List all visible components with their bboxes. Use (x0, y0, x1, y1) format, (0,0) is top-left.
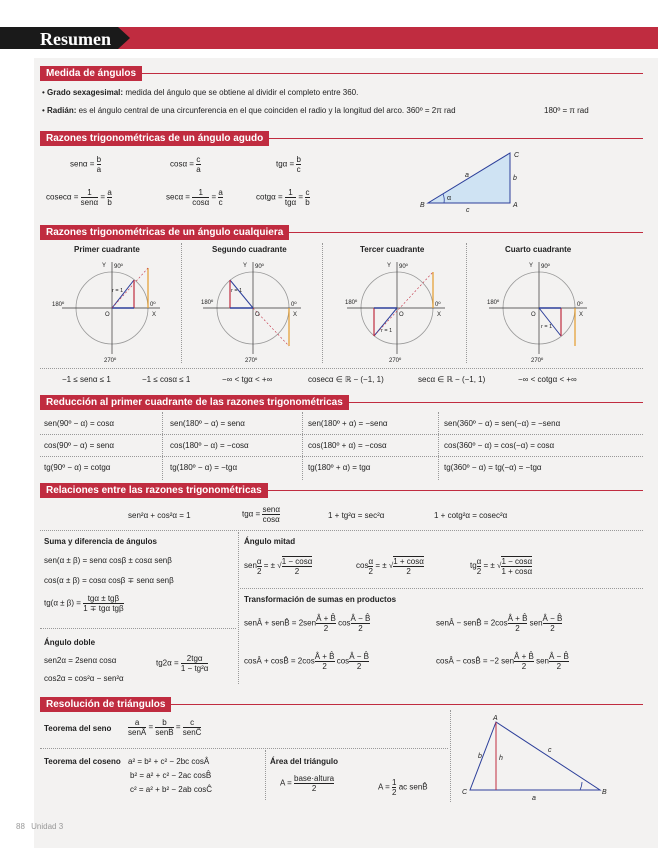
svg-text:180º: 180º (345, 300, 358, 306)
seno-title: Teorema del seno (44, 724, 112, 733)
sec-def: secα = $\frac{1}{\cos\alpha}$ = $\frac{a}{c}$ (166, 188, 223, 207)
column-divider (162, 412, 163, 480)
vertex-B-label: B (420, 202, 425, 209)
divider (40, 628, 236, 629)
unit-circle-q2 (193, 258, 313, 363)
mitad-title: Ángulo mitad (244, 537, 296, 546)
suma-sen: sen(α ± β) = senα cosβ ± cosα senβ (44, 556, 172, 565)
q4-title: Cuarto cuadrante (505, 245, 572, 254)
unit-circle-q3 (337, 258, 457, 363)
q3-title: Tercer cuadrante (360, 245, 425, 254)
suma-cos: cos(α ± β) = cosα cosβ ∓ senα senβ (44, 576, 174, 585)
svg-text:Y: Y (387, 263, 392, 269)
column-divider (450, 710, 451, 802)
transf-f4: cosÂ − cosB̂ = −2 sen $\frac{Â + B̂}{2}$ sen $\frac{Â - B̂}{2}$ (436, 652, 569, 671)
rel-cosec: 1 + cotg²α = cosec²α (434, 511, 508, 520)
red-c1-cos: cos(90º − α) = senα (44, 441, 114, 450)
sen-def: senα = $\frac{b}{a}$ (70, 155, 102, 174)
svg-text:0º: 0º (577, 302, 583, 308)
vertex-B-label: B (602, 789, 607, 796)
suma-title: Suma y diferencia de ángulos (44, 537, 157, 546)
side-a-label: a (532, 795, 536, 802)
range-sec: secα ∈ ℝ − (−1, 1) (418, 375, 486, 384)
svg-text:Y: Y (102, 263, 107, 269)
cosec-def: cosecα = $\frac{1}{\text{senα}}$ = $\frac{a}{b}$ (46, 188, 112, 207)
section-title-cualquiera: Razones trigonométricas de un ángulo cualquiera (40, 225, 289, 240)
area-formula-2: A = $\frac{1}{2}$ ac senB̂ (378, 778, 428, 797)
svg-text:0º: 0º (291, 302, 297, 308)
column-divider (438, 412, 439, 480)
radian-text: es el ángulo central de una circunferencia en el que coinciden el radio y la longitud del arco. 360º = 2π rad (78, 106, 456, 115)
svg-text:X: X (579, 312, 584, 318)
svg-text:X: X (437, 312, 442, 318)
oblique-triangle-figure (456, 712, 616, 804)
range-tg: −∞ < tgα < +∞ (222, 375, 273, 384)
divider (40, 456, 643, 457)
svg-text:270º: 270º (104, 358, 117, 363)
side-c-label: c (466, 207, 470, 214)
svg-text:Y: Y (529, 263, 534, 269)
column-divider (302, 412, 303, 480)
right-triangle-figure (410, 145, 530, 215)
tg-def: tgα = $\frac{b}{c}$ (276, 155, 301, 174)
rel-tg: tgα = $\frac{\text{senα}}{\cos\alpha}$ (242, 505, 280, 524)
divider (40, 434, 643, 435)
side-a-label: a (465, 172, 469, 179)
seno-formula: $\frac{a}{\text{senÂ}}$ = $\frac{b}{\text{senB̂}}$ = $\frac{c}{\text{senĈ}}$ (128, 718, 202, 737)
unit-circle-q1 (52, 258, 172, 363)
suma-tg: tg(α ± β) = $\frac{\text{tgα ± tgβ}}{\text{1 ∓ tgα tgβ}}$ (44, 594, 124, 613)
rel-fundamental: sen²α + cos²α = 1 (128, 511, 191, 520)
range-cotg: −∞ < cotgα < +∞ (518, 375, 577, 384)
grado-line: • Grado sexagesimal: medida del ángulo que se obtiene al dividir el completo entre 360. (42, 88, 359, 97)
svg-text:180º: 180º (487, 300, 500, 306)
red-c1-sen: sen(90º − α) = cosα (44, 419, 114, 428)
svg-text:O: O (399, 312, 404, 318)
unit-circle-q4 (479, 258, 599, 363)
section-title-reduccion: Reducción al primer cuadrante de las razones trigonométricas (40, 395, 349, 410)
cotg-def: cotgα = $\frac{1}{\text{tgα}}$ = $\frac{c}{b}$ (256, 188, 310, 207)
svg-text:X: X (152, 312, 157, 318)
red-c3-sen: sen(180º + α) = −senα (308, 419, 388, 428)
red-c4-sen: sen(360º − α) = sen(−α) = −senα (444, 419, 561, 428)
area-formula-1: A = $\frac{\text{base·altura}}{2}$ (280, 774, 335, 793)
column-divider (466, 243, 467, 363)
mitad-sen: sen $\frac{\alpha}{2}$ = ± √ $\frac{1 - \cos\alpha}{2}$ (244, 556, 313, 576)
page-title: Resumen (40, 29, 111, 49)
svg-text:r = 1: r = 1 (112, 288, 124, 294)
vertex-A-label: A (493, 715, 498, 722)
divider (240, 588, 643, 589)
transf-title: Transformación de sumas en productos (244, 595, 397, 604)
area-title: Área del triángulo (270, 757, 339, 766)
vertex-C-label: C (462, 789, 468, 796)
doble-title: Ángulo doble (44, 638, 96, 647)
svg-text:0º: 0º (435, 302, 441, 308)
coseno-2: b² = a² + c² − 2ac cosB̂ (130, 771, 212, 780)
range-sen: −1 ≤ senα ≤ 1 (62, 375, 111, 384)
svg-text:X: X (293, 312, 298, 318)
svg-text:270º: 270º (531, 358, 544, 363)
svg-text:0º: 0º (150, 302, 156, 308)
doble-sen: sen2α = 2senα cosα (44, 656, 117, 665)
svg-text:90º: 90º (541, 264, 550, 270)
page-number: 88 (16, 822, 25, 831)
mitad-cos: cos $\frac{\alpha}{2}$ = ± √ $\frac{1 + \cos\alpha}{2}$ (356, 556, 424, 576)
svg-text:O: O (531, 312, 536, 318)
column-divider (322, 243, 323, 363)
red-c4-tg: tg(360º − α) = tg(−α) = −tgα (444, 463, 542, 472)
cos-def: cosα = $\frac{c}{a}$ (170, 155, 201, 174)
red-c3-cos: cos(180º + α) = −cosα (308, 441, 387, 450)
rel-sec: 1 + tg²α = sec²α (328, 511, 385, 520)
divider (40, 748, 448, 749)
coseno-1: a² = b² + c² − 2bc cosÂ (128, 757, 210, 766)
transf-f3: cosÂ + cosB̂ = 2cos $\frac{Â + B̂}{2}$ cos $\frac{Â - B̂}{2}$ (244, 652, 369, 671)
divider (40, 530, 643, 531)
red-c2-tg: tg(180º − α) = −tgα (170, 463, 238, 472)
coseno-title: Teorema del coseno (44, 757, 121, 766)
svg-text:r = 1: r = 1 (541, 324, 553, 330)
svg-text:270º: 270º (245, 358, 258, 363)
q2-title: Segundo cuadrante (212, 245, 287, 254)
svg-text:Y: Y (243, 263, 248, 269)
section-title-agudo: Razones trigonométricas de un ángulo agudo (40, 131, 269, 146)
side-b-label: b (478, 753, 482, 760)
side-c-label: c (548, 747, 552, 754)
range-cosec: cosecα ∈ ℝ − (−1, 1) (308, 375, 384, 384)
svg-text:90º: 90º (399, 264, 408, 270)
red-c4-cos: cos(360º − α) = cos(−α) = cosα (444, 441, 555, 450)
svg-text:180º: 180º (52, 302, 65, 308)
svg-text:O: O (105, 312, 110, 318)
vertex-C-label: C (514, 152, 520, 159)
divider (40, 368, 643, 369)
red-c2-cos: cos(180º − α) = −cosα (170, 441, 249, 450)
unit-label: Unidad 3 (31, 822, 64, 831)
svg-text:180º: 180º (201, 300, 214, 306)
section-title-medida: Medida de ángulos (40, 66, 142, 81)
q1-title: Primer cuadrante (74, 245, 140, 254)
column-divider (238, 532, 239, 684)
section-title-resolucion: Resolución de triángulos (40, 697, 171, 712)
svg-text:270º: 270º (389, 358, 402, 363)
mitad-tg: tg $\frac{\alpha}{2}$ = ± √ $\frac{1 - \cos\alpha}{1 + \cos\alpha}$ (470, 556, 533, 576)
doble-tg: tg2α = $\frac{\text{2tgα}}{\text{1 − tg²α}}$ (156, 654, 209, 673)
transf-f2: senÂ − senB̂ = 2cos $\frac{Â + B̂}{2}$ sen $\frac{Â - B̂}{2}$ (436, 614, 563, 633)
red-c1-tg: tg(90º − α) = cotgα (44, 463, 111, 472)
svg-text:r = 1: r = 1 (381, 328, 393, 334)
alpha-label: α (447, 195, 452, 202)
vertex-A-label: A (513, 202, 518, 209)
grado-text: medida del ángulo que se obtiene al dividir el completo entre 360. (125, 88, 359, 97)
svg-text:90º: 90º (255, 264, 264, 270)
radian-line: • Radián: es el ángulo central de una circunferencia en el que coinciden el radio y la longitud del arco. 360º = 2π rad (42, 106, 456, 115)
svg-text:r = 1: r = 1 (231, 288, 243, 294)
height-label: h (499, 755, 503, 762)
range-cos: −1 ≤ cosα ≤ 1 (142, 375, 191, 384)
doble-cos: cos2α = cos²α − sen²α (44, 674, 124, 683)
column-divider (265, 750, 266, 800)
coseno-3: c² = a² + b² − 2ab cosĈ (130, 785, 213, 794)
page-footer (16, 822, 63, 831)
section-title-relaciones: Relaciones entre las razones trigonométricas (40, 483, 268, 498)
grado-label: Grado sexagesimal: (47, 88, 124, 97)
column-divider (181, 243, 182, 363)
radian-label: Radián: (47, 106, 77, 115)
radian-eq: 180º = π rad (544, 106, 589, 115)
red-c3-tg: tg(180º + α) = tgα (308, 463, 371, 472)
transf-f1: senÂ + senB̂ = 2sen $\frac{Â + B̂}{2}$ cos $\frac{Â - B̂}{2}$ (244, 614, 371, 633)
header-tab-arrow (118, 27, 130, 49)
red-c2-sen: sen(180º − α) = senα (170, 419, 245, 428)
side-b-label: b (513, 175, 517, 182)
svg-text:O: O (255, 312, 260, 318)
svg-text:90º: 90º (114, 264, 123, 270)
